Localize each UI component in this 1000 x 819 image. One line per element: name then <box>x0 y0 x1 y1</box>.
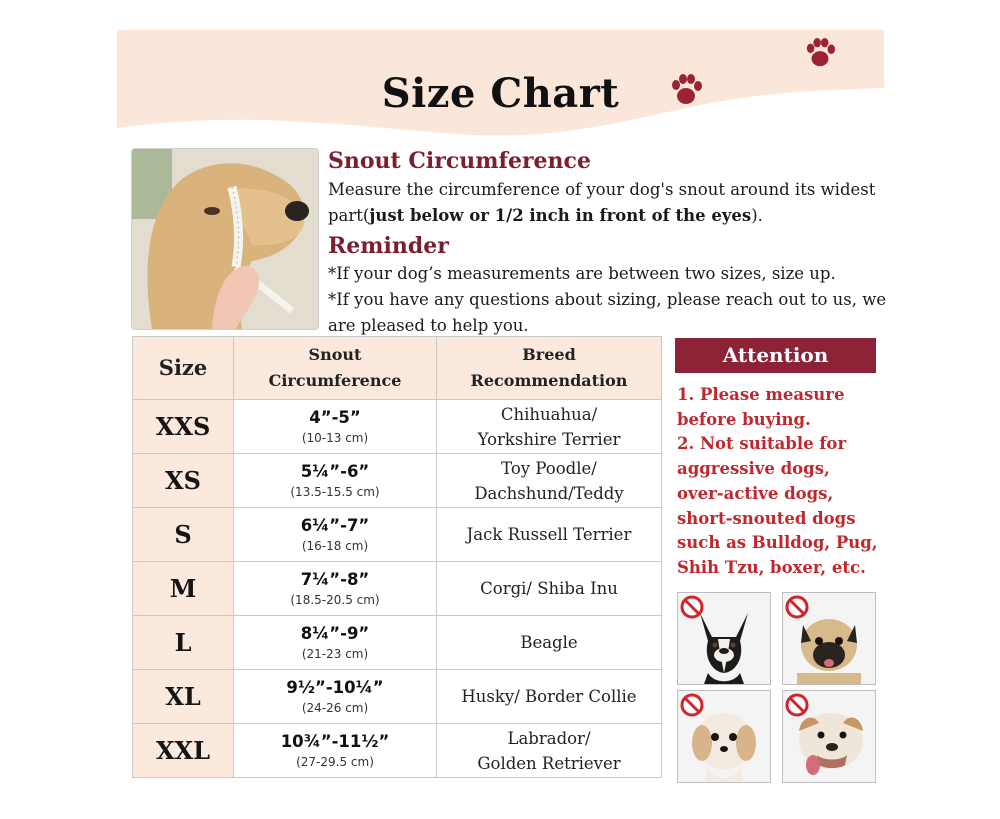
breed-text: Labrador/ <box>507 728 591 748</box>
breed-cell: Corgi/ Shiba Inu <box>437 562 662 616</box>
table-row <box>133 454 662 508</box>
page-title: Size Chart <box>381 70 620 117</box>
attention-line: 1. Please measure <box>677 385 845 404</box>
header-text: Breed <box>522 345 576 364</box>
breed-cell: Jack Russell Terrier <box>437 508 662 562</box>
cm-value: (16-18 cm) <box>301 538 369 553</box>
bulldog-image <box>782 690 876 783</box>
size-table <box>132 336 662 778</box>
size-cell: XXS <box>133 400 234 454</box>
dog-measuring-photo <box>131 148 319 330</box>
cm-value: (21-23 cm) <box>301 646 369 661</box>
table-row <box>133 724 662 778</box>
attention-heading: Attention <box>675 338 876 373</box>
circumference-cell <box>234 724 437 778</box>
table-row <box>133 400 662 454</box>
circumference-cell <box>234 508 437 562</box>
breed-text: Dachshund/Teddy <box>474 483 624 503</box>
cm-value: (27-29.5 cm) <box>296 754 374 769</box>
circumference-cell <box>234 454 437 508</box>
size-cell: XXL <box>133 724 234 778</box>
header-text: Recommendation <box>470 371 628 390</box>
circumference-cell <box>234 616 437 670</box>
attention-line: aggressive dogs, <box>677 459 830 479</box>
header-banner <box>117 30 884 150</box>
breed-cell <box>437 454 662 508</box>
size-cell: L <box>133 616 234 670</box>
attention-line: before buying. <box>677 409 811 429</box>
snout-instructions <box>328 177 888 229</box>
breed-text: Golden Retriever <box>477 753 621 773</box>
header-text: Snout <box>308 345 362 364</box>
breed-text: Chihuahua/ <box>500 404 598 424</box>
attention-line: such as Bulldog, Pug, <box>677 533 878 553</box>
table-row <box>133 670 662 724</box>
attention-line: Shih Tzu, boxer, etc. <box>677 557 866 577</box>
attention-line: short-snouted dogs <box>677 508 856 528</box>
size-cell: XS <box>133 454 234 508</box>
circumference-column-header <box>234 337 437 400</box>
header-text: Circumference <box>268 371 402 390</box>
snout-heading: Snout Circumference <box>328 148 591 174</box>
inches-value: 7¼”-8” <box>300 569 370 589</box>
breed-cell: Beagle <box>437 616 662 670</box>
size-cell: S <box>133 508 234 562</box>
size-cell: XL <box>133 670 234 724</box>
table-row <box>133 616 662 670</box>
circumference-cell <box>234 400 437 454</box>
paw-icon <box>804 36 836 70</box>
inches-value: 9½”-10¼” <box>286 677 384 697</box>
attention-line: over-active dogs, <box>677 483 834 503</box>
inches-value: 10¾”-11½” <box>280 731 390 751</box>
table-row <box>133 562 662 616</box>
attention-text <box>677 383 892 581</box>
shih-tzu-image <box>677 690 771 783</box>
inches-value: 4”-5” <box>309 407 361 427</box>
inches-value: 8¼”-9” <box>300 623 370 643</box>
cm-value: (18.5-20.5 cm) <box>290 592 380 607</box>
reminder-line-2: *If you have any questions about sizing, please reach out to us, we are pleased to help you. <box>328 290 887 335</box>
cm-value: (13.5-15.5 cm) <box>290 484 380 499</box>
inches-value: 6¼”-7” <box>300 515 370 535</box>
inches-value: 5¼”-6” <box>300 461 370 481</box>
table-header-row <box>133 337 662 400</box>
french-bulldog-image <box>677 592 771 685</box>
breed-text: Yorkshire Terrier <box>477 429 621 449</box>
snout-text-after: ). <box>751 206 763 225</box>
paw-icon <box>669 72 703 108</box>
circumference-cell <box>234 670 437 724</box>
snout-text-bold: just below or 1/2 inch in front of the eyes <box>369 206 752 225</box>
snout-text-before: Measure the circumference of your dog's snout around its widest part( <box>328 180 876 225</box>
breed-cell: Husky/ Border Collie <box>437 670 662 724</box>
size-cell: M <box>133 562 234 616</box>
breed-column-header <box>437 337 662 400</box>
circumference-cell <box>234 562 437 616</box>
table-row <box>133 508 662 562</box>
cm-value: (24-26 cm) <box>301 700 369 715</box>
attention-line: 2. Not suitable for <box>677 434 847 454</box>
breed-cell <box>437 724 662 778</box>
reminder-heading: Reminder <box>328 233 449 259</box>
cm-value: (10-13 cm) <box>301 430 369 445</box>
reminder-line-1: *If your dog’s measurements are between two sizes, size up. <box>328 264 836 283</box>
breed-cell <box>437 400 662 454</box>
breed-text: Toy Poodle/ <box>501 458 597 478</box>
size-column-header: Size <box>133 337 234 400</box>
pug-image <box>782 592 876 685</box>
